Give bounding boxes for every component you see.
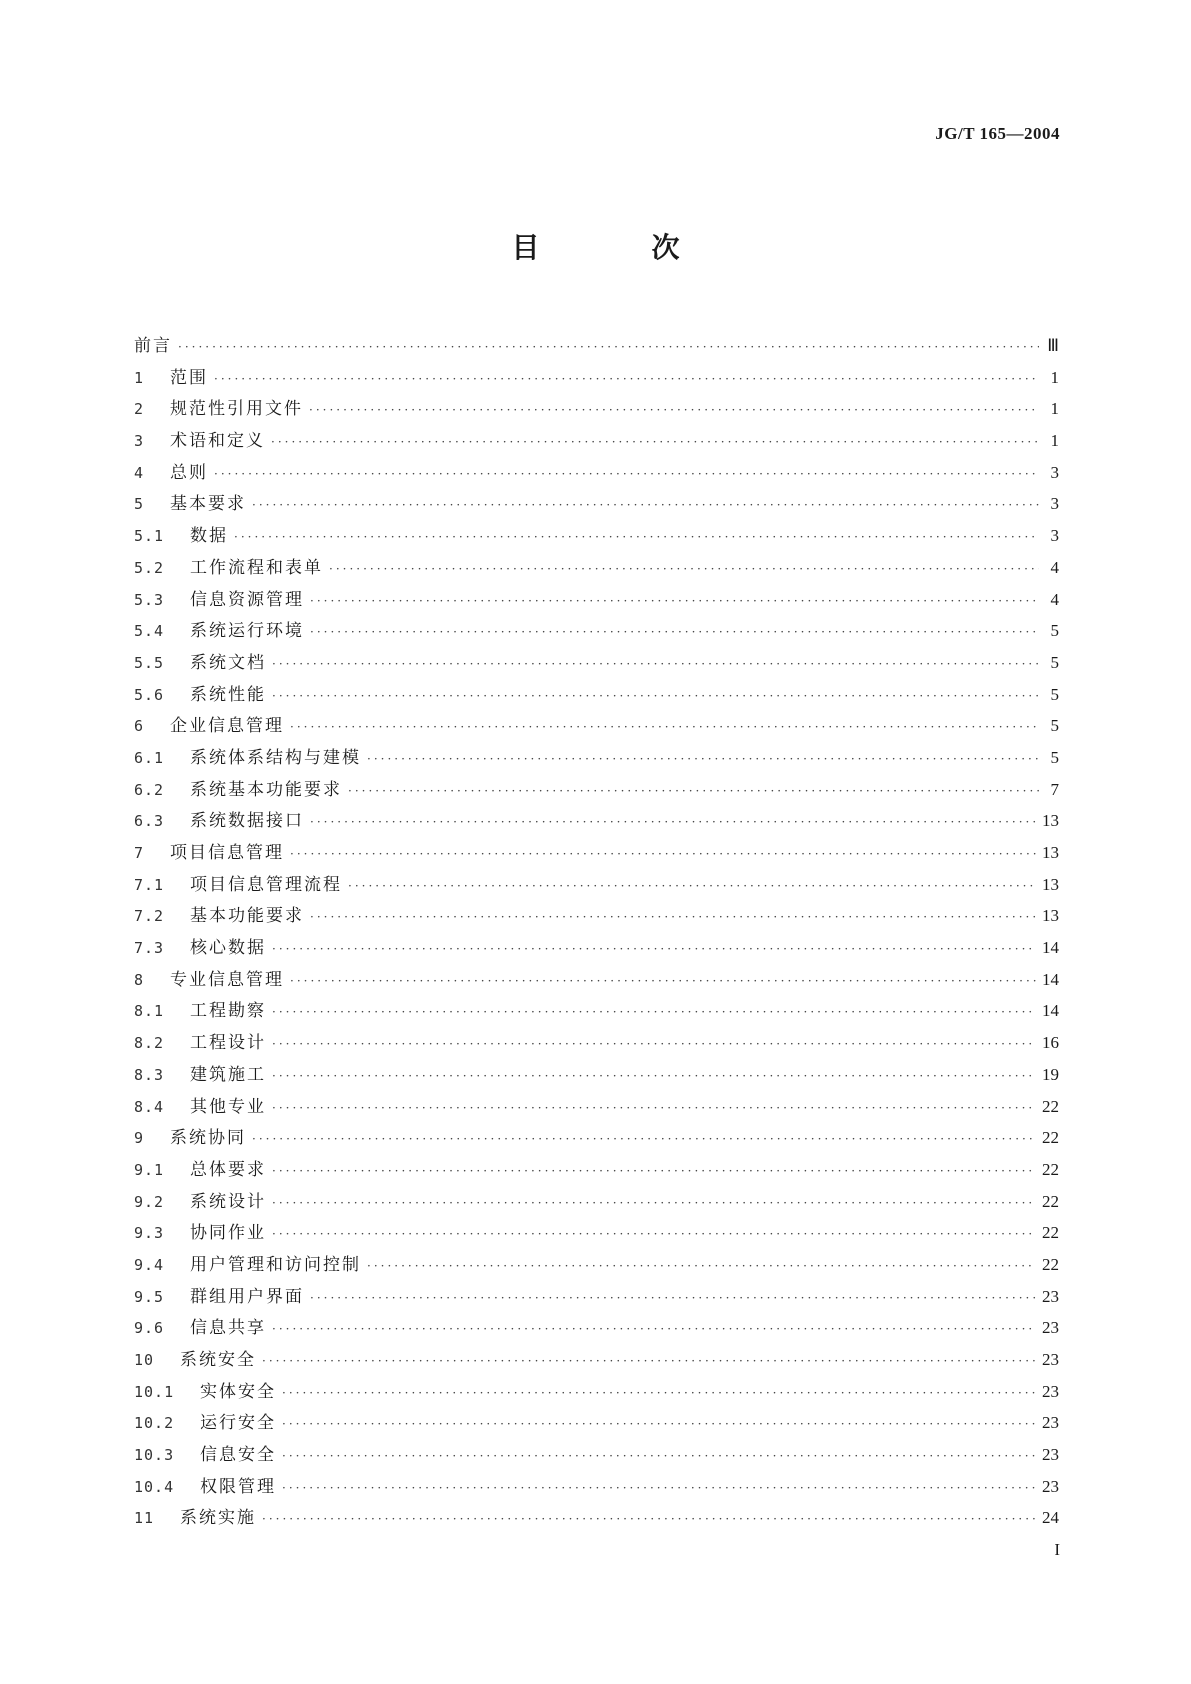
toc-leader-dots [271,435,1039,449]
toc-entry-number: 5.1 [134,527,165,546]
toc-entry-number: 7.3 [134,939,165,958]
toc-entry-number: 11 [134,1509,155,1528]
toc-entry-page: 24 [1042,1508,1059,1528]
toc-leader-dots [252,498,1039,512]
toc-entry-page: 22 [1042,1191,1059,1211]
toc-entry-number: 10 [134,1351,155,1369]
toc-leader-dots [310,594,1039,608]
toc-entry-page: 5 [1050,747,1059,767]
toc-entry[interactable] [134,1377,1059,1409]
toc-entry[interactable] [134,331,1059,363]
toc-entry-number: 5.3 [134,590,165,609]
toc-entry-label: 企业信息管理 [170,716,284,737]
toc-entry-number: 1 [134,368,145,387]
toc-entry[interactable] [134,553,1059,585]
toc-entry[interactable] [134,996,1059,1028]
toc-entry-number: 8.3 [134,1065,165,1084]
toc-entry-label: 数据 [190,526,228,547]
toc-entry-label: 工作流程和表单 [190,557,323,578]
toc-entry-label: 实体安全 [200,1381,276,1402]
toc-entry-page: 4 [1050,589,1059,609]
toc-entry-label: 信息资源管理 [190,589,304,610]
toc-entry[interactable] [134,616,1059,648]
toc-entry[interactable] [134,1060,1059,1092]
toc-leader-dots [348,879,1036,893]
toc-entry-label: 用户管理和访问控制 [190,1254,361,1275]
toc-entry[interactable] [134,521,1059,553]
toc-entry-label: 项目信息管理 [170,843,284,863]
toc-entry-number: 10.1 [134,1382,175,1401]
toc-entry[interactable] [134,680,1059,712]
toc-entry-label: 工程设计 [190,1033,266,1054]
toc-leader-dots [272,1101,1036,1115]
toc-entry-label: 项目信息管理流程 [190,874,342,895]
toc-entry[interactable] [134,838,1059,870]
toc-entry-label: 规范性引用文件 [170,399,303,420]
toc-entry-page: 3 [1050,494,1059,514]
toc-entry-number: 9 [134,1129,145,1148]
toc-entry[interactable] [134,1408,1059,1440]
toc-entry-label: 前言 [134,336,172,356]
toc-entry[interactable] [134,1313,1059,1345]
toc-entry-page: 16 [1042,1033,1059,1053]
toc-entry-number: 9.3 [134,1224,165,1243]
toc-entry-number: 5.4 [134,622,165,641]
toc-entry[interactable] [134,1282,1059,1314]
toc-entry-page: 22 [1042,1254,1059,1274]
toc-leader-dots [282,1481,1036,1495]
toc-entry-page: 5 [1050,621,1059,641]
toc-entry-number: 9.2 [134,1192,165,1211]
toc-entry-page: 1 [1050,367,1059,387]
toc-entry-page: 1 [1050,399,1059,419]
toc-entry[interactable] [134,933,1059,965]
toc-entry-page: 23 [1042,1350,1059,1369]
toc-entry[interactable] [134,648,1059,680]
toc-entry-page: 13 [1042,906,1059,926]
toc-entry[interactable] [134,585,1059,617]
toc-leader-dots [262,1354,1036,1368]
toc-entry-page: 23 [1042,1445,1059,1465]
toc-entry-page: 14 [1042,969,1059,989]
toc-leader-dots [272,657,1039,671]
toc-entry[interactable] [134,775,1059,807]
toc-leader-dots [367,1259,1036,1273]
toc-entry-page: 13 [1042,811,1059,831]
toc-entry[interactable] [134,901,1059,933]
toc-entry-page: 23 [1042,1286,1059,1306]
toc-entry-number: 3 [134,432,145,451]
toc-entry-number: 9.5 [134,1287,165,1306]
toc-entry-page: 14 [1042,1001,1059,1021]
toc-entry[interactable] [134,1092,1059,1124]
toc-entry-number: 5.6 [134,685,165,704]
toc-entry-label: 系统数据接口 [190,811,304,832]
toc-entry-label: 系统体系结构与建模 [190,747,361,768]
toc-entry[interactable] [134,711,1059,743]
toc-entry-number: 8.4 [134,1097,165,1116]
toc-leader-dots [282,1417,1036,1431]
toc-entry[interactable] [134,1123,1059,1155]
toc-title: 目 次 [511,231,722,264]
toc-entry-page: 22 [1042,1096,1059,1116]
toc-leader-dots [214,467,1039,481]
toc-entry-number: 8 [134,970,145,989]
toc-entry-page: 1 [1050,431,1059,451]
toc-entry-label: 运行安全 [200,1413,276,1434]
toc-leader-dots [309,403,1039,417]
toc-entry-label: 基本要求 [170,494,246,515]
toc-entry-label: 协同作业 [190,1223,266,1244]
toc-entry-number: 5 [134,495,145,514]
toc-entry[interactable] [134,1155,1059,1187]
toc-entry-label: 术语和定义 [170,431,265,452]
toc-entry-page: 3 [1050,462,1059,482]
toc-entry-label: 专业信息管理 [170,969,284,990]
toc-entry-page: 13 [1042,843,1059,862]
toc-leader-dots [214,372,1039,386]
toc-entry[interactable] [134,363,1059,395]
toc-entry-page: 5 [1050,716,1059,736]
toc-entry-label: 信息共享 [190,1318,266,1339]
toc-entry-label: 核心数据 [190,938,266,959]
toc-leader-dots [178,340,1039,354]
toc-leader-dots [290,847,1036,861]
toc-entry-number: 7.2 [134,907,165,926]
toc-entry-label: 系统实施 [180,1508,256,1529]
toc-entry-page: 23 [1042,1381,1059,1401]
toc-leader-dots [272,1069,1036,1083]
toc-entry-number: 8.1 [134,1002,165,1021]
toc-entry-label: 其他专业 [190,1096,266,1117]
toc-entry[interactable] [134,489,1059,521]
toc-entry[interactable] [134,1028,1059,1060]
toc-entry[interactable] [134,806,1059,838]
toc-entry-label: 系统协同 [170,1128,246,1149]
toc-leader-dots [348,784,1039,798]
toc-entry-number: 6.2 [134,780,165,799]
toc-leader-dots [272,942,1036,956]
toc-entry-page: 22 [1042,1159,1059,1179]
toc-entry-page: 5 [1050,652,1059,672]
toc-entry-label: 信息安全 [200,1445,276,1466]
toc-entry-label: 系统设计 [190,1191,266,1212]
toc-entry-number: 6.3 [134,812,165,831]
toc-entry-page: 23 [1042,1413,1059,1433]
toc-entry-label: 系统性能 [190,684,266,705]
toc-entry[interactable] [134,1440,1059,1472]
toc-leader-dots [282,1386,1036,1400]
toc-leader-dots [272,1164,1036,1178]
toc-entry-number: 7.1 [134,875,165,894]
toc-leader-dots [234,530,1039,544]
toc-entry-page: 23 [1042,1476,1059,1496]
toc-entry[interactable] [134,1503,1059,1535]
toc-entry-label: 系统运行环境 [190,621,304,642]
toc-entry[interactable] [134,965,1059,997]
toc-entry-page: 13 [1042,874,1059,894]
toc-entry-number: 10.3 [134,1446,175,1465]
toc-entry[interactable] [134,1472,1059,1504]
toc-entry-page: 3 [1050,526,1059,546]
toc-leader-dots [290,720,1039,734]
toc-leader-dots [272,1005,1036,1019]
toc-entry-page: 19 [1042,1064,1059,1084]
toc-entry-page: 4 [1050,557,1059,577]
toc-entry[interactable] [134,1345,1059,1377]
toc-entry-number: 4 [134,463,145,482]
toc-leader-dots [367,752,1039,766]
toc-entry-label: 总则 [170,462,208,483]
toc-leader-dots [262,1512,1036,1526]
toc-entry-number: 6 [134,717,145,736]
toc-entry-number: 9.4 [134,1255,165,1274]
toc-entry-label: 范围 [170,367,208,388]
toc-leader-dots [310,910,1036,924]
toc-leader-dots [329,562,1039,576]
toc-entry[interactable] [134,743,1059,775]
page-number: I [1054,1540,1060,1559]
toc-leader-dots [310,1291,1036,1305]
toc-entry[interactable] [134,1250,1059,1282]
toc-entry-page: Ⅲ [1047,336,1059,355]
toc-entry-number: 10.4 [134,1477,175,1496]
toc-entry-page: 22 [1042,1223,1059,1243]
toc-entry-page: 14 [1042,938,1059,958]
toc-leader-dots [272,1037,1036,1051]
toc-entry-number: 9.1 [134,1160,165,1179]
toc-leader-dots [272,689,1039,703]
toc-entry-label: 基本功能要求 [190,906,304,927]
toc-entry-label: 系统文档 [190,652,266,673]
toc-leader-dots [282,1449,1036,1463]
toc-entry[interactable] [134,1187,1059,1219]
toc-entry-label: 系统安全 [180,1350,256,1370]
toc-list [134,331,1059,1535]
toc-entry-number: 6.1 [134,748,165,767]
toc-entry-number: 9.6 [134,1319,165,1338]
toc-entry[interactable] [134,426,1059,458]
toc-entry-number: 8.2 [134,1034,165,1053]
toc-entry-label: 总体要求 [190,1159,266,1180]
standard-code: JG/T 165—2004 [935,124,1060,143]
toc-entry-label: 群组用户界面 [190,1286,304,1307]
toc-entry-number: 5.5 [134,653,165,672]
toc-entry-label: 权限管理 [200,1476,276,1497]
toc-entry-number: 7 [134,844,145,862]
toc-leader-dots [252,1132,1036,1146]
toc-leader-dots [310,625,1039,639]
toc-entry-page: 7 [1050,779,1059,799]
toc-entry-number: 5.2 [134,558,165,577]
toc-entry-page: 22 [1042,1128,1059,1148]
toc-entry-number: 10.2 [134,1414,175,1433]
toc-leader-dots [272,1196,1036,1210]
toc-entry[interactable] [134,870,1059,902]
toc-leader-dots [272,1322,1036,1336]
toc-entry-label: 工程勘察 [190,1001,266,1022]
toc-entry-page: 5 [1050,684,1059,704]
toc-entry[interactable] [134,1218,1059,1250]
toc-entry[interactable] [134,394,1059,426]
toc-entry-number: 2 [134,400,145,419]
toc-entry-page: 23 [1042,1318,1059,1338]
toc-leader-dots [290,974,1036,988]
toc-entry-label: 建筑施工 [190,1064,266,1085]
toc-entry-label: 系统基本功能要求 [190,779,342,800]
toc-leader-dots [310,815,1036,829]
toc-leader-dots [272,1227,1036,1241]
toc-entry[interactable] [134,458,1059,490]
